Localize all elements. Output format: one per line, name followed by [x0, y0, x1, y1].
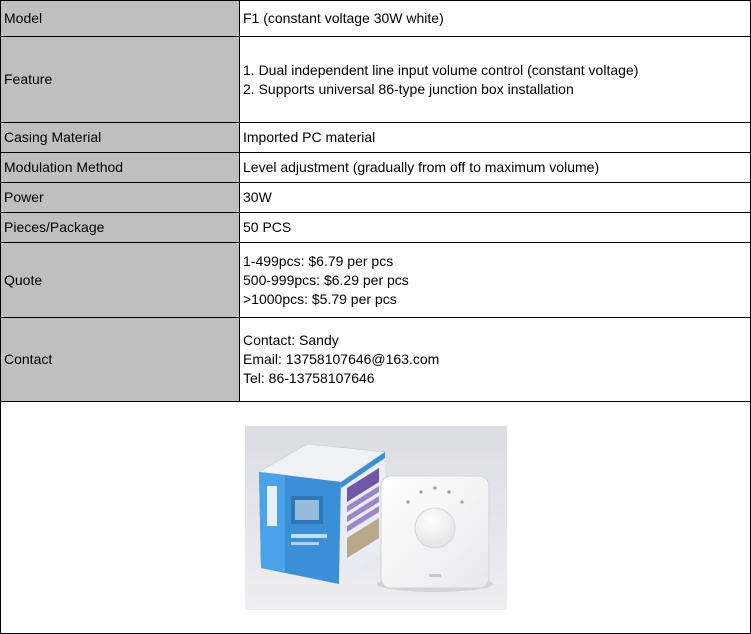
product-photo — [245, 426, 507, 610]
table-row — [1, 183, 751, 213]
packaging-box-image — [259, 444, 387, 584]
value-line: Imported PC material — [243, 129, 376, 145]
row-label-modulation-method: Modulation Method — [1, 153, 240, 183]
table-row — [1, 243, 751, 318]
row-value-power — [240, 183, 751, 213]
row-label-model: Model — [1, 1, 240, 37]
volume-control-panel-image — [381, 476, 489, 588]
value-line: Level adjustment (gradually from off to maximum volume) — [243, 159, 600, 175]
knob-icon — [415, 508, 455, 548]
value-line: Tel: 86-13758107646 — [243, 370, 375, 386]
table-row — [1, 153, 751, 183]
product-photo-cell — [1, 402, 751, 634]
table-row — [1, 318, 751, 402]
value-line: 2. Supports universal 86-type junction box installation — [243, 80, 574, 97]
row-label-casing-material: Casing Material — [1, 123, 240, 153]
row-value-feature — [240, 37, 751, 123]
row-label-contact: Contact — [1, 318, 240, 402]
table-row — [1, 123, 751, 153]
row-label-quote: Quote — [1, 243, 240, 318]
row-label-power: Power — [1, 183, 240, 213]
row-value-contact — [240, 318, 751, 402]
value-line: 1-499pcs: $6.79 per pcs — [243, 252, 394, 269]
value-line: Contact: Sandy — [243, 332, 339, 348]
value-line: Email: 13758107646@163.com — [243, 351, 440, 367]
row-value-modulation-method — [240, 153, 751, 183]
value-line: F1 (constant voltage 30W white) — [243, 10, 444, 26]
value-line: 1. Dual independent line input volume control (constant voltage) — [243, 61, 639, 78]
table-row — [1, 213, 751, 243]
value-line: >1000pcs: $5.79 per pcs — [243, 290, 397, 307]
value-line: 500-999pcs: $6.29 per pcs — [243, 271, 409, 288]
table-row — [1, 402, 751, 634]
row-value-model — [240, 1, 751, 37]
row-label-feature: Feature — [1, 37, 240, 123]
row-value-casing-material — [240, 123, 751, 153]
table-row — [1, 1, 751, 37]
row-value-quote — [240, 243, 751, 318]
value-line: 50 PCS — [243, 219, 292, 235]
table-row — [1, 37, 751, 123]
row-value-pieces-package — [240, 213, 751, 243]
value-line: 30W — [243, 189, 272, 205]
row-label-pieces-package: Pieces/Package — [1, 213, 240, 243]
